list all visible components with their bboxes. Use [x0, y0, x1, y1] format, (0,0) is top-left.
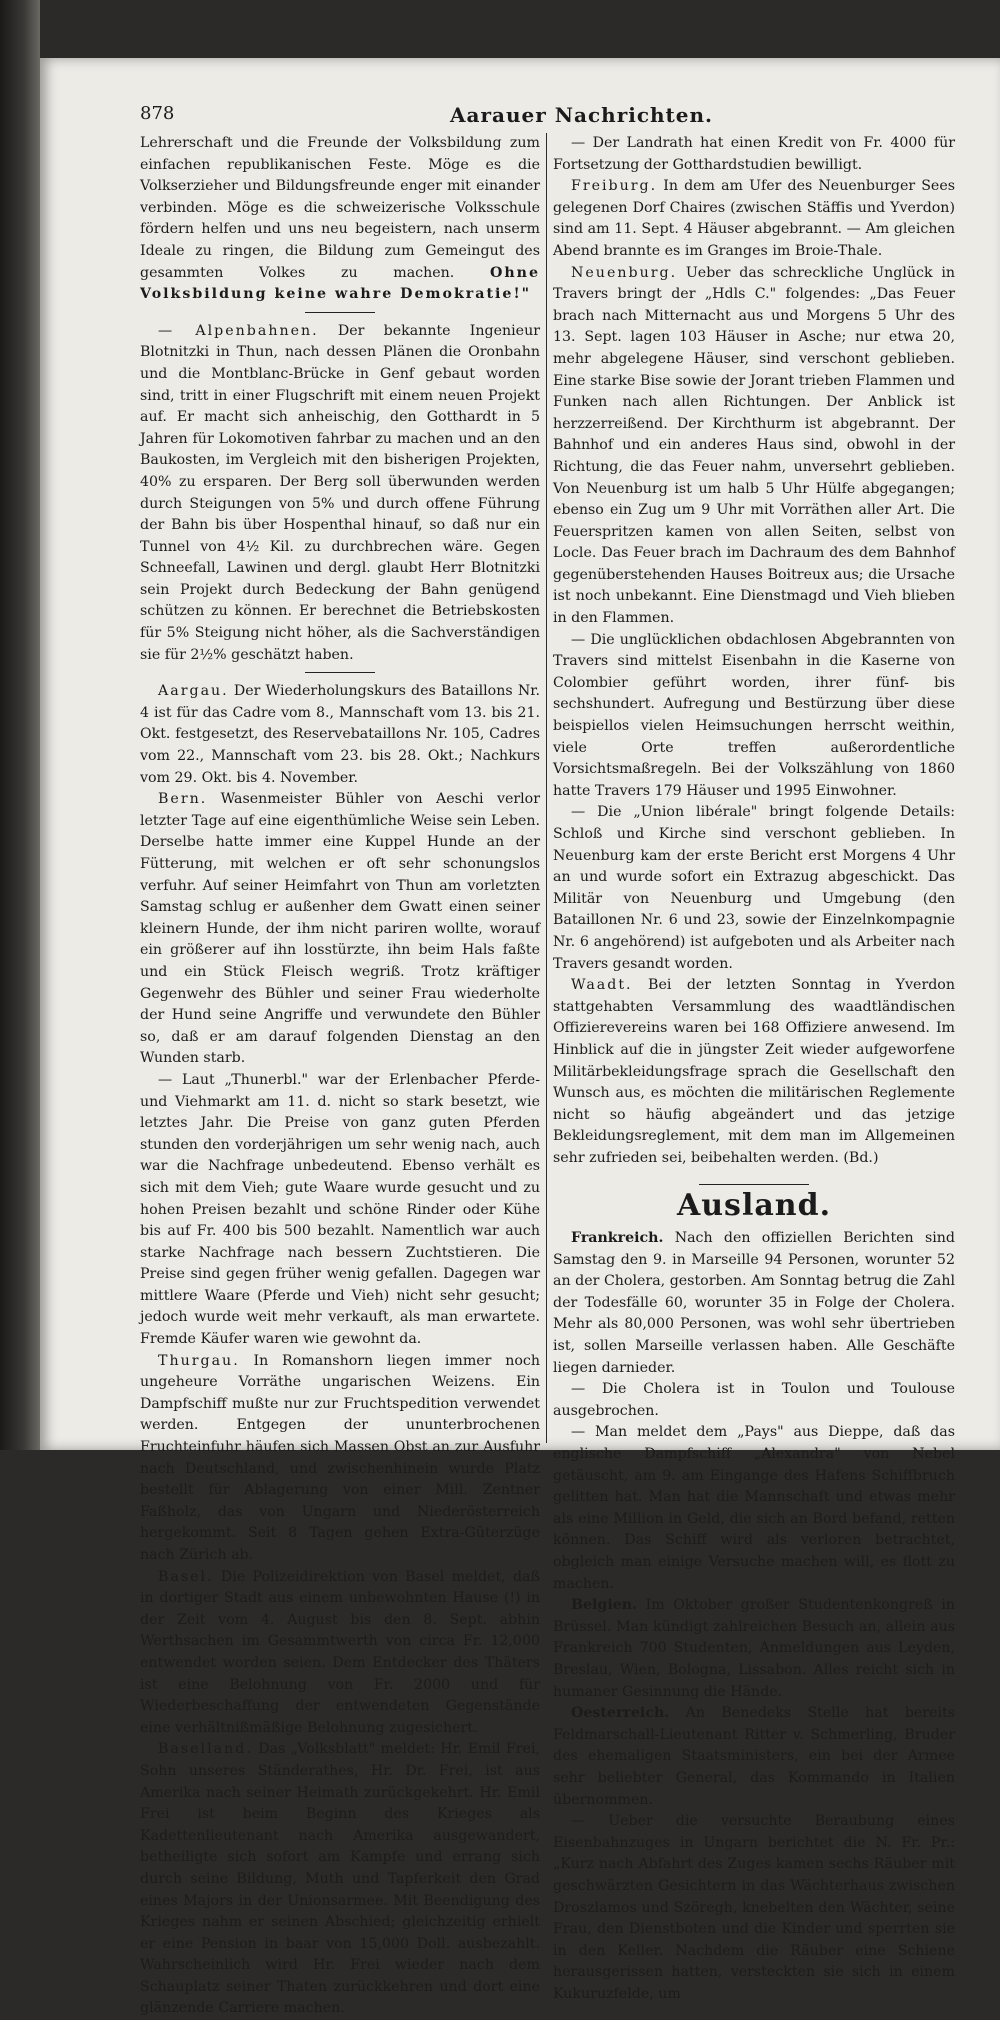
article-travers: — Die unglücklichen obdachlosen Abgebrannten von Travers sind mittelst Eisenbahn in die Kaserne von Colombier geführt worden, ihrer fünf- bis sechshundert. Aufregung und Bestürzung über diese beispiellos vielen Heimsuchungen herrscht weithin, viele Orte treffen außerordentliche Vorsichtsmaßregeln. Bei der Volkszählung von 1860 hatte Travers 179 Häuser und 1995 Einwohner.: [553, 631, 955, 799]
article-alpenbahnen: — Alpenbahnen. Der bekannte Ingenieur Blotnitzki in Thun, nach dessen Plänen die Oronbahn und die Montblanc-Brücke in Genf gebaut worden sind, tritt in einer Flugschrift mit einem neuen Projekt auf. Er macht sich anheischig, den Gotthardt in 5 Jahren für Lokomotiven fahrbar zu machen und an den Baukosten, im Vergleich mit den bisherigen Projekten, 40% zu ersparen. Der Berg soll überwunden werden durch Steigungen von 5% und durch offene Führung der Bahn bis über Hospenthal hinauf, so daß nur ein Tunnel von 4½ Kil. zu durchbrechen wäre. Gegen Schneefall, Lawinen und dergl. glaubt Herr Blotnitzki sein Projekt durch Bedeckung der Bahn genügend schützen zu können. Er berechnet die Betriebskosten für 5% Steigung nicht höher, als die Sachverständigen sie für 2½% geschätzt haben.: [140, 322, 540, 663]
article-lead: Baselland.: [158, 1741, 253, 1758]
page-header: [140, 103, 955, 129]
article-cholera: — Die Cholera ist in Toulon und Toulouse ausgebrochen.: [553, 1381, 955, 1419]
article-baselland: Baselland. Das „Volksblatt" meldet: Hr. Emil Frei, Sohn unseres Ständerathes, Hr. Dr. Frei, ist aus Amerika nach seiner Heimath zurückgekehrt. Hr. Emil Frei ist beim Beginn des Krieges als Kadettenlieutenant nach Amerika ausgewandert, betheiligte sich sofort am Kampfe und errang sich durch seine Bildung, Muth und Tapferkeit den Grad eines Majors in der Unionsarmee. Mit Beendigung des Krieges nahm er seinen Abschied; gleichzeitig erhielt er eine Pension in baar von 15,000 Doll. ausbezahlt. Wahrscheinlich wird Hr. Frei wieder nach dem Schauplatz seiner Thaten zurückkehren und dort eine glänzende Carriere machen.: [140, 1741, 541, 2017]
article-lead: Oesterreich.: [571, 1705, 670, 1722]
article-neuenburg: Neuenburg. Ueber das schreckliche Unglück in Travers bringt der „Hdls C." folgendes: „Das Feuer brach nach Mitternacht aus und Morgens 5 Uhr des 13. Sept. lagen 103 Häuser in Asche; nur etwa 20, mehr abgelegene Häuser, sind verschont geblieben. Eine starke Bise sowie der Jorant trieben Flammen und Funken nach allen Richtungen. Der Anblick ist herzzerreißend. Der Kirchthurm ist abgebrannt. Der Bahnhof und ein anderes Haus sind, obwohl in der Richtung, die das Feuer nahm, unversehrt geblieben. Von Neuenburg ist um halb 5 Uhr Hülfe abgegangen; ebenso ein Zug um 9 Uhr mit Vorräthen aller Art. Die Feuerspritzen kamen von allen Seiten, selbst von Locle. Das Feuer brach im Dachraum des dem Bahnhof gegenüberstehenden Hauses Boitreux aus; die Ursache ist noch unbekannt. Eine Dienstmagd und Vieh blieben in den Flammen.: [553, 264, 956, 627]
right-column: [553, 133, 955, 2005]
article-lead: Aargau.: [158, 683, 229, 700]
article-signature: (Bd.): [843, 1149, 879, 1166]
article-aargau: Aargau. Der Wiederholungskurs des Bataillons Nr. 4 ist für das Cadre vom 8., Mannschaft vom 13. bis 21. Okt. festgesetzt, des Reservebataillons Nr. 105, Cadres vom 22., Mannschaft vom 23. bis 28. Okt.; Nachkurs vom 29. Okt. bis 4. November.: [140, 683, 540, 786]
article-bern: Bern. Wasenmeister Bühler von Aeschi verlor letzter Tage auf eine eigenthümliche Weise sein Leben. Derselbe hatte immer eine Kuppel Hunde an der Fütterung, mit welchen er oft sehr schonungslos verfuhr. Auf seiner Heimfahrt von Thun am vorletzten Samstag schlug er außenher dem Gwatt einen seiner kleinern Hunde, der ihm nicht pariren wollte, worauf ein größerer auf ihn losstürzte, ihn beim Hals faßte und ein Stück Fleisch wegriß. Trotz kräftiger Gegenwehr des Bühler und seiner Frau wiederholte der Hund seine Angriffe und verwundete den Bühler so, daß er am darauf folgenden Dienstag an den Wunden starb.: [140, 791, 540, 1067]
newspaper-page: [40, 58, 1000, 2017]
article-union-liberale: — Die „Union libérale" bringt folgende Details: Schloß und Kirche sind verschont geblieben. In Neuenburg kam der erste Bericht erst Morgens 4 Uhr an und wurde sofort ein Extrazug abgeschickt. Das Militär von Neuenburg und Umgebung (den Bataillonen Nr. 6 und 23, sowie der Einzelnkompagnie Nr. 6 angehörend) ist aufgeboten und als Arbeiter nach Travers gesandt worden.: [553, 804, 955, 972]
section-title-ausland: Ausland.: [676, 1187, 832, 1223]
article-lead: Bern.: [158, 791, 208, 808]
article-lead: Frankreich.: [571, 1230, 664, 1247]
article-pays: — Man meldet dem „Pays" aus Dieppe, daß das englische Dampfschiff „Alexandra" von Nebel getäuscht, am 9. am Eingange des Hafens Schiffbruch gelitten hat. Man hat die Mannschaft und etwas mehr als eine Million in Geld, die sich an Bord befand, retten können. Das Schiff wird als verloren betrachtet, obgleich man einige Versuche machen will, es flott zu machen.: [553, 1424, 955, 1592]
article-divider: [305, 672, 375, 673]
article-belgien: Belgien. Im Oktober großer Studentenkongreß in Brüssel. Man kündigt zahlreichen Besuch an, allein aus Frankreich 700 Studenten, Anmeldungen aus Leyden, Breslau, Wien, Bologna, Lissabon. Alles reicht sich in humaner Gesinnung die Hände.: [553, 1597, 956, 1700]
article-ungarn: — Ueber die versuchte Beraubung eines Eisenbahnzuges in Ungarn berichtet die N. Fr. Pr.: „Kurz nach Abfahrt des Zuges kamen sechs Räuber mit geschwärzten Gesichtern in das Wächterhaus zwischen Droszlamos und Szöregh, knebelten den Wächter, seine Frau, den Dienstboten und die Kinder und sperrten sie in den Keller. Nachdem die Räuber eine Schiene herausgerissen hatten, versteckten sie sich in einem Kukuruzfelde, um: [553, 1813, 955, 2002]
article-freiburg: Freiburg. In dem am Ufer des Neuenburger Sees gelegenen Dorf Chaires (zwischen Stäffis und Yverdon) sind am 11. Sept. 4 Häuser abgebrannt. — Am gleichen Abend brannte es im Granges im Broie-Thale.: [553, 178, 956, 259]
scan-binding-edge: [0, 0, 40, 1450]
column-divider: [546, 133, 547, 1443]
newspaper-title: Aarauer Nachrichten.: [450, 103, 714, 127]
article-lead: — Alpenbahnen.: [158, 322, 319, 339]
article-landrath: — Der Landrath hat einen Kredit von Fr. 4000 für Fortsetzung der Gotthardstudien bewilligt.: [553, 135, 955, 173]
article-thurgau: Thurgau. In Romanshorn liegen immer noch ungeheure Vorräthe ungarischen Weizens. Ein Dampfschiff mußte nur zur Fruchtspedition verwendet werden. Entgegen der ununterbrochenen Fruchteinfuhr häufen sich Massen Obst an zur Ausfuhr nach Deutschland, und zwischenhinein wurde Platz bestellt für Ablagerung von einer Mill. Zentner Faßholz, das von Ungarn und Niederösterreich hergekommt. Seit 8 Tagen gehen Extra-Güterzüge nach Zürich ab.: [140, 1352, 541, 1563]
article-lead: Freiburg.: [571, 178, 658, 195]
page-number: 878: [140, 103, 175, 124]
article-paragraph: Lehrerschaft und die Freunde der Volksbildung zum einfachen republikanischen Feste. Möge es die Volkserzieher und Bildungsfreunde enger mit einander verbinden. Möge es die schweizerische Volksschule fördern helfen und uns neu begeistern, nach unserm Ideale zu ringen, die Bildung zum Gemeingut des gesammten Volkes zu machen. Ohne Volksbildung keine wahre Demokratie!": [140, 135, 540, 303]
article-oesterreich: Oesterreich. An Benedeks Stelle hat bereits Feldmarschall-Lieutenant Ritter v. Schmerling, Bruder des ehemaligen Staatsministers, ein bei der Armee sehr beliebter General, das Kommando in Italien übernommen.: [553, 1705, 955, 1808]
article-lead: Basel.: [158, 1568, 214, 1585]
section-divider: [699, 1184, 809, 1185]
left-column: [140, 133, 540, 2020]
page-content: [140, 103, 956, 2017]
article-thun-market: — Laut „Thunerbl." war der Erlenbacher Pferde- und Viehmarkt am 11. d. nicht so stark besetzt, wie letztes Jahr. Die Preise von ganz guten Pferden stunden den vorderjährigen um sehr wenig nach, auch war die Nachfrage unbedeutend. Ebenso verhält es sich mit dem Vieh; gute Waare wurde gesucht und zu hohen Preisen bezahlt und schöne Rinder oder Kühe bis auf Fr. 400 bis 500 bezahlt. Namentlich war auch starke Nachfrage nach bessern Zuchtstieren. Die Preise sind gegen früher wenig gefallen. Dagegen war mittlere Waare (Pferde und Vieh) nicht sehr gesucht; jedoch wurde weit mehr verkauft, als man erwartete. Fremde Käufer waren wie gewohnt da.: [140, 1071, 540, 1348]
article-lead: Belgien.: [571, 1597, 637, 1614]
article-divider: [305, 312, 375, 313]
emphasis-slogan: Ohne Volksbildung keine wahre Demokratie!": [140, 264, 540, 303]
article-basel: Basel. Die Polizeidirektion von Basel meldet, daß in dortiger Stadt aus einem unbewohnten Hause (!) in der Zeit vom 4. August bis den 8. Sept. abhin Werthsachen im Gesammtwerth von circa Fr. 12,000 entwendet worden seien. Dem Entdecker des Thäters ist eine Belohnung von Fr. 2000 und für Wiederbeschaffung der entwendeten Gegenstände eine verhältnißmäßige Belohnung zugesichert.: [140, 1568, 540, 1736]
article-waadt: Waadt. Bei der letzten Sonntag in Yverdon stattgehabten Versammlung des waadtländischen Offizierevereins waren bei 168 Offiziere anwesend. Im Hinblick auf die in jüngster Zeit wieder aufgeworfene Militärbekleidungsfrage sprach die Gesellschaft den Wunsch aus, es möchten die militärischen Reglemente nicht so häufig abgeändert und das jetzige Bekleidungsreglement, mit dem man im Allgemeinen sehr zufrieden sei, beibehalten werden. (Bd.): [553, 977, 955, 1166]
article-lead: Thurgau.: [158, 1352, 240, 1369]
article-lead: Waadt.: [571, 977, 633, 994]
article-frankreich: Frankreich. Nach den offiziellen Berichten sind Samstag den 9. in Marseille 94 Personen, worunter 52 an der Cholera, gestorben. Am Sonntag betrug die Zahl der Todesfälle 60, worunter 35 in Folge der Cholera. Mehr als 80,000 Personen, was wohl sehr übertrieben ist, sollen Marseille verlassen haben. Alle Geschäfte liegen darnieder.: [553, 1230, 955, 1376]
article-lead: Neuenburg.: [571, 264, 678, 281]
